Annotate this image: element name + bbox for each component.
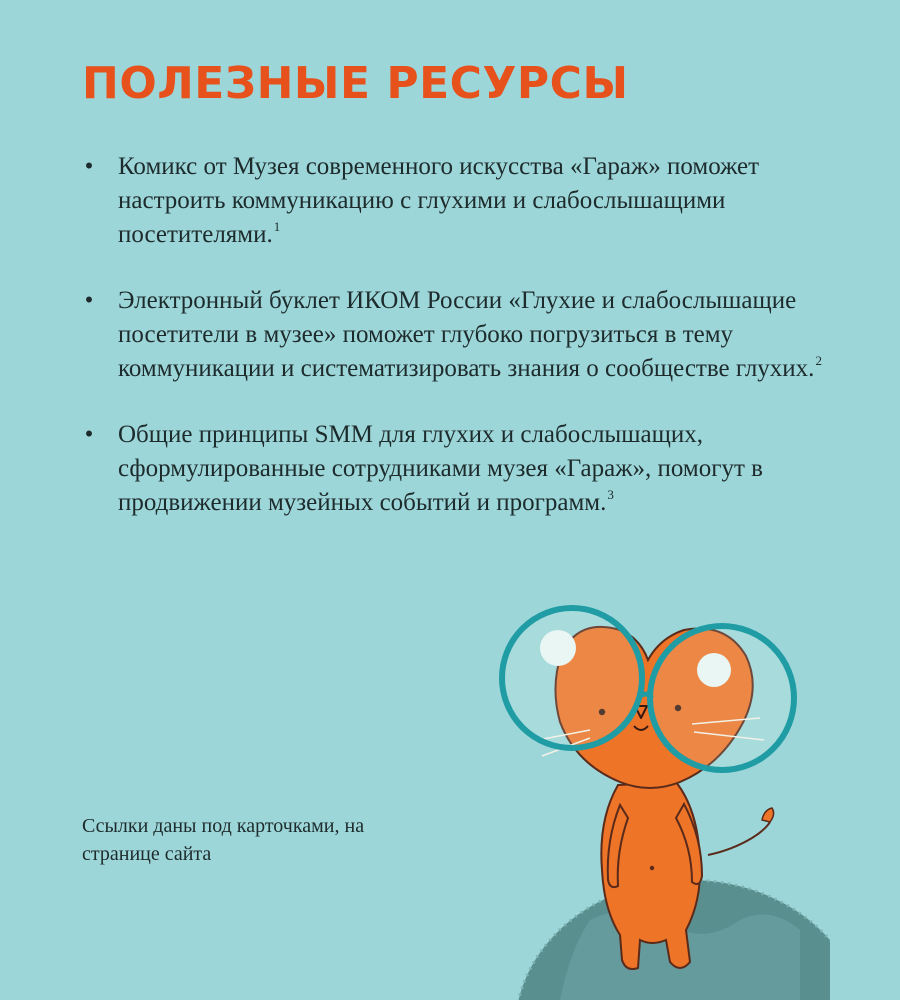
resource-list xyxy=(82,150,842,552)
bullet-icon: • xyxy=(84,153,94,180)
resource-text: Комикс от Музея современного искусства «Гараж» поможет настроить коммуникацию с глухими и слабослышащими посетителями. xyxy=(118,153,760,248)
resource-text: Электронный буклет ИКОМ России «Глухие и слабослышащие посетители в музее» поможет глубоко погрузиться в тему коммуникации и систематизировать знания о сообществе глухих. xyxy=(118,287,815,382)
footnote-marker: 3 xyxy=(607,487,614,502)
resource-item-smm-principles xyxy=(82,418,842,520)
resource-text: Общие принципы SMM для глухих и слабослышащих, сформулированные сотрудниками музея «Гараж», помогут в продвижении музейных событий и программ. xyxy=(118,421,763,516)
links-note: Ссылки даны под карточками, на странице сайта xyxy=(82,815,365,865)
footnote-marker: 2 xyxy=(815,353,822,368)
footnote-marker: 1 xyxy=(273,219,281,234)
resource-item-icom-booklet xyxy=(82,284,842,386)
bullet-icon: • xyxy=(84,421,94,448)
mouse-illustration xyxy=(470,590,830,1000)
page-title: ПОЛЕЗНЫЕ РЕСУРСЫ xyxy=(82,58,629,109)
tail-shape xyxy=(708,808,774,855)
resource-item-garage-comic xyxy=(82,150,842,252)
bullet-icon: • xyxy=(84,287,94,314)
